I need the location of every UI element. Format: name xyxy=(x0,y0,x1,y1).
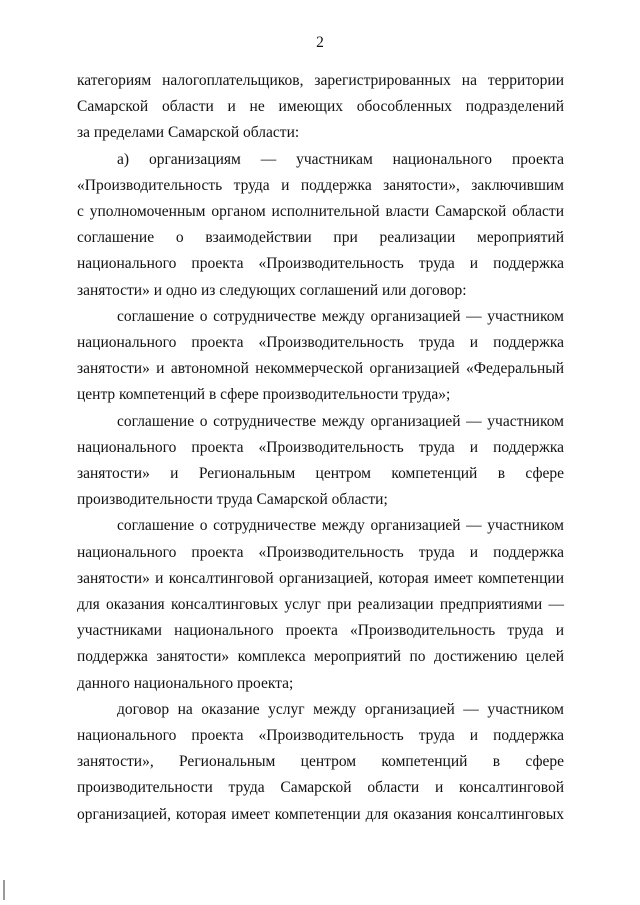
paragraph-continuation xyxy=(77,68,564,147)
text-line: национального проекта «Производительность труда и поддержка xyxy=(77,438,564,456)
text-line: занятости» и автономной некоммерческой организацией «Федеральный xyxy=(77,360,564,378)
text-line: данного национального проекта; xyxy=(77,674,294,692)
text-line: «Производительность труда и поддержка занятости», заключившим xyxy=(77,176,564,194)
text-line: национального проекта «Производительность труда и поддержка xyxy=(77,334,564,352)
text-line: договор на оказание услуг между организацией — участником xyxy=(117,700,564,718)
text-line: соглашение о взаимодействии при реализации мероприятий xyxy=(77,229,564,247)
paragraph-item-a xyxy=(77,147,564,304)
text-line: поддержка занятости» комплекса мероприятий по достижению целей xyxy=(77,648,564,666)
text-line: организацией, которая имеет компетенции для оказания консалтинговых xyxy=(77,805,564,823)
text-line: участниками национального проекта «Производительность труда и xyxy=(77,622,564,640)
text-line: категориям налогоплательщиков, зарегистрированных на территории xyxy=(77,72,564,89)
page-number: 2 xyxy=(316,34,324,51)
scan-edge-mark xyxy=(3,880,5,900)
text-line: Самарской области и не имеющих обособленных подразделений xyxy=(77,98,564,116)
text-line: соглашение о сотрудничестве между организацией — участником xyxy=(117,517,564,535)
text-line: соглашение о сотрудничестве между организацией — участником xyxy=(117,412,564,430)
paragraph-service-contract xyxy=(77,697,564,828)
text-line: соглашение о сотрудничестве между организацией — участником xyxy=(117,307,564,325)
text-line: а) организациям — участникам национального проекта xyxy=(117,150,564,168)
text-line: за пределами Самарской области: xyxy=(77,124,300,142)
text-line: занятости» и консалтинговой организацией, которая имеет компетенции xyxy=(77,569,564,587)
paragraph-agreement-regional xyxy=(77,409,564,514)
text-line: производительности труда Самарской области; xyxy=(77,491,388,509)
text-line: национального проекта «Производительность труда и поддержка xyxy=(77,255,564,273)
text-line: занятости» и одно из следующих соглашений или договор: xyxy=(77,281,467,299)
text-line: производительности труда Самарской области и консалтинговой xyxy=(77,779,564,797)
text-line: с уполномоченным органом исполнительной власти Самарской области xyxy=(77,203,564,221)
text-line: национального проекта «Производительность труда и поддержка xyxy=(77,543,564,561)
document-body xyxy=(77,68,564,828)
text-line: национального проекта «Производительность труда и поддержка xyxy=(77,727,564,745)
paragraph-agreement-federal xyxy=(77,304,564,409)
text-line: занятости» и Региональным центром компетенций в сфере xyxy=(77,465,564,483)
text-line: занятости», Региональным центром компетенций в сфере xyxy=(77,753,564,771)
text-line: центр компетенций в сфере производительности труда»; xyxy=(77,386,451,404)
paragraph-agreement-consulting xyxy=(77,513,564,696)
text-line: для оказания консалтинговых услуг при реализации предприятиями — xyxy=(77,596,564,614)
